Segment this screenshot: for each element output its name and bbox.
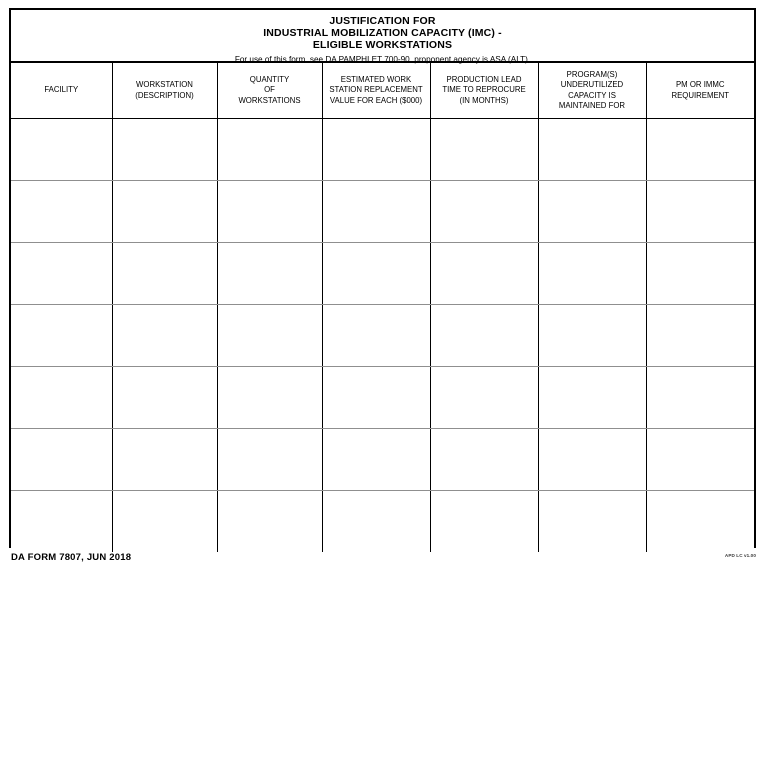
- cell-estimated-replacement-value[interactable]: [322, 429, 430, 491]
- cell-estimated-replacement-value[interactable]: [322, 367, 430, 429]
- cell-workstation-description[interactable]: [112, 181, 217, 243]
- column-header-quantity-of-workstations: [217, 63, 322, 119]
- table-header-row: [11, 63, 754, 119]
- cell-pm-or-immc-requirement[interactable]: [646, 181, 754, 243]
- cell-programs-underutilized-capacity[interactable]: [538, 181, 646, 243]
- cell-production-lead-time[interactable]: [430, 181, 538, 243]
- cell-workstation-description[interactable]: [112, 429, 217, 491]
- column-header-line: TIME TO REPROCURE: [442, 85, 526, 95]
- cell-programs-underutilized-capacity[interactable]: [538, 429, 646, 491]
- column-header-line: PROGRAM(S): [566, 70, 618, 80]
- table-row: [11, 429, 754, 491]
- cell-pm-or-immc-requirement[interactable]: [646, 305, 754, 367]
- column-header-line: FACILITY: [44, 85, 79, 95]
- column-header-programs-underutilized-capacity: [538, 63, 646, 119]
- cell-facility[interactable]: [11, 367, 112, 429]
- column-header-workstation-description: [112, 63, 217, 119]
- cell-pm-or-immc-requirement[interactable]: [646, 491, 754, 553]
- cell-quantity-of-workstations[interactable]: [217, 243, 322, 305]
- table-row: [11, 181, 754, 243]
- column-header-line: VALUE FOR EACH ($000): [329, 95, 423, 105]
- column-header-facility: [11, 63, 112, 119]
- cell-pm-or-immc-requirement[interactable]: [646, 429, 754, 491]
- column-header-line: STATION REPLACEMENT: [329, 85, 423, 95]
- column-header-line: OF: [264, 85, 275, 95]
- column-header-line: QUANTITY: [249, 75, 290, 85]
- cell-production-lead-time[interactable]: [430, 305, 538, 367]
- column-header-line: REQUIREMENT: [671, 90, 730, 100]
- cell-pm-or-immc-requirement[interactable]: [646, 119, 754, 181]
- cell-quantity-of-workstations[interactable]: [217, 181, 322, 243]
- table-row: [11, 119, 754, 181]
- cell-pm-or-immc-requirement[interactable]: [646, 367, 754, 429]
- cell-quantity-of-workstations[interactable]: [217, 367, 322, 429]
- column-header-line: UNDERUTILIZED: [560, 80, 624, 90]
- cell-estimated-replacement-value[interactable]: [322, 181, 430, 243]
- column-header-line: PRODUCTION LEAD: [446, 75, 522, 85]
- form-subtitle: For use of this form, see DA PAMPHLET 700-90, proponent agency is ASA (ALT).: [234, 54, 531, 64]
- column-header-line: CAPACITY IS: [568, 90, 616, 100]
- cell-quantity-of-workstations[interactable]: [217, 429, 322, 491]
- cell-estimated-replacement-value[interactable]: [322, 119, 430, 181]
- cell-production-lead-time[interactable]: [430, 243, 538, 305]
- form-title-line-1: JUSTIFICATION FOR: [329, 15, 436, 27]
- column-header-line: PM OR IMMC: [675, 80, 725, 90]
- column-header-line: ESTIMATED WORK: [340, 75, 412, 85]
- table-row: [11, 305, 754, 367]
- table-row: [11, 367, 754, 429]
- cell-production-lead-time[interactable]: [430, 367, 538, 429]
- cell-quantity-of-workstations[interactable]: [217, 305, 322, 367]
- form-title-line-3: ELIGIBLE WORKSTATIONS: [312, 39, 453, 52]
- cell-estimated-replacement-value[interactable]: [322, 243, 430, 305]
- column-header-line: WORKSTATION: [136, 80, 193, 90]
- cell-quantity-of-workstations[interactable]: [217, 491, 322, 553]
- cell-workstation-description[interactable]: [112, 119, 217, 181]
- cell-facility[interactable]: [11, 305, 112, 367]
- column-header-production-lead-time: [430, 63, 538, 119]
- table-row: [11, 243, 754, 305]
- column-header-line: (DESCRIPTION): [135, 90, 194, 100]
- table-row: [11, 491, 754, 553]
- form-number-label: DA FORM 7807, JUN 2018: [11, 552, 132, 563]
- column-header-line: WORKSTATIONS: [238, 95, 301, 105]
- cell-workstation-description[interactable]: [112, 305, 217, 367]
- cell-quantity-of-workstations[interactable]: [217, 119, 322, 181]
- cell-workstation-description[interactable]: [112, 243, 217, 305]
- cell-production-lead-time[interactable]: [430, 429, 538, 491]
- form-title-block: [11, 10, 754, 63]
- form-title-line-2: INDUSTRIAL MOBILIZATION CAPACITY (IMC) -: [263, 27, 502, 40]
- cell-programs-underutilized-capacity[interactable]: [538, 305, 646, 367]
- cell-production-lead-time[interactable]: [430, 491, 538, 553]
- cell-facility[interactable]: [11, 243, 112, 305]
- cell-facility[interactable]: [11, 491, 112, 553]
- cell-workstation-description[interactable]: [112, 367, 217, 429]
- imc-workstations-table: [11, 63, 754, 552]
- cell-facility[interactable]: [11, 119, 112, 181]
- apd-version-label: APD LC v1.00: [724, 553, 756, 558]
- cell-facility[interactable]: [11, 429, 112, 491]
- cell-estimated-replacement-value[interactable]: [322, 305, 430, 367]
- cell-programs-underutilized-capacity[interactable]: [538, 367, 646, 429]
- cell-production-lead-time[interactable]: [430, 119, 538, 181]
- column-header-estimated-replacement-value: [322, 63, 430, 119]
- cell-pm-or-immc-requirement[interactable]: [646, 243, 754, 305]
- cell-programs-underutilized-capacity[interactable]: [538, 491, 646, 553]
- cell-programs-underutilized-capacity[interactable]: [538, 243, 646, 305]
- form-frame: [9, 8, 756, 548]
- column-header-pm-or-immc-requirement: [646, 63, 754, 119]
- cell-workstation-description[interactable]: [112, 491, 217, 553]
- column-header-line: MAINTAINED FOR: [558, 100, 626, 110]
- cell-programs-underutilized-capacity[interactable]: [538, 119, 646, 181]
- column-header-line: (IN MONTHS): [459, 95, 509, 105]
- cell-facility[interactable]: [11, 181, 112, 243]
- cell-estimated-replacement-value[interactable]: [322, 491, 430, 553]
